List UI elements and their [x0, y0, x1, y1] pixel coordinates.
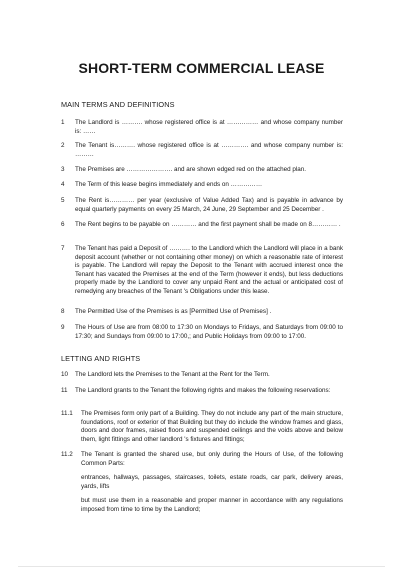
clause-9 [61, 324, 343, 341]
clause-text: The Premises form only part of a Building. They do not include any part of the main structure, foundations, roof or exterior of that Building but they do include the window frames and glass, doors and door frames, raised floors and suspended ceilings and the voids above and below them, light fittings and other landlord 's fixtures and fittings; [81, 410, 343, 443]
clause-text: The Tenant is granted the shared use, but only during the Hours of Use, of the following Common Parts: [81, 451, 343, 467]
clause-text: The Rent is………… per year (exclusive of Value Added Tax) and is payable in advance by equal quarterly payments on every 25 March, 24 June, 29 September and 25 December . [75, 197, 343, 213]
clause-5 [61, 197, 343, 214]
document-title: SHORT-TERM COMMERCIAL LEASE [78, 60, 325, 76]
section-heading-letting-rights: LETTING AND RIGHTS [61, 354, 141, 363]
clause-text: The Landlord is ………. whose registered office is at …………… and whose company number is: …… [75, 119, 343, 135]
clause-number: 8 [61, 308, 65, 315]
clause-number: 7 [61, 245, 65, 252]
clause-8 [61, 308, 343, 317]
clause-number: 5 [61, 197, 65, 204]
closing-text: but must use them in a reasonable and proper manner in accordance with any regulations imposed from time to time by the Landlord; [81, 497, 343, 513]
clause-1 [61, 119, 343, 136]
clause-text: The Term of this lease begins immediately and ends on …………… [75, 181, 263, 188]
clause-text: The Landlord grants to the Tenant the following rights and makes the following reservations: [75, 387, 331, 394]
section-heading-main-terms: MAIN TERMS AND DEFINITIONS [61, 100, 175, 109]
clause-number: 9 [61, 324, 65, 331]
clause-text: The Tenant is………. whose registered office is at …………. and whose company number is: ……… [75, 142, 343, 158]
clause-number: 11.2 [61, 451, 73, 458]
clause-7 [61, 245, 343, 297]
clause-number: 1 [61, 119, 65, 126]
clause-number: 11.1 [61, 410, 73, 417]
clause-2 [61, 142, 343, 159]
clause-text: The Rent begins to be payable on ………… and the first payment shall be made on 8………… . [75, 221, 341, 228]
clause-11-2 [61, 451, 343, 468]
clause-text: The Premises are …………………. and are shown edged red on the attached plan. [75, 166, 307, 173]
clause-4 [61, 181, 343, 190]
clause-text: The Permitted Use of the Premises is as [Permitted Use of Premises] . [75, 308, 272, 315]
clause-number: 11 [61, 387, 68, 394]
common-parts-list: entrances, hallways, passages, staircases, toilets, estate roads, car park, delivery areas, yards, lifts [81, 474, 343, 490]
clause-10 [61, 371, 343, 380]
clause-6 [61, 221, 343, 230]
clause-number: 10 [61, 371, 69, 378]
clause-number: 3 [61, 166, 65, 173]
clause-number: 4 [61, 181, 65, 188]
clause-11 [61, 387, 343, 396]
clause-text: The Landlord lets the Premises to the Tenant at the Rent for the Term. [75, 371, 270, 378]
clause-number: 6 [61, 221, 65, 228]
clause-text: The Hours of Use are from 08:00 to 17:30 on Mondays to Fridays, and Saturdays from 09:00 to 17:30; and Sundays from 09:00 to 17:00,; and Public Holidays from 09:00 to 17:00. [75, 324, 343, 340]
clause-11-1 [61, 410, 343, 444]
clause-number: 2 [61, 142, 65, 149]
page-bottom-rule [18, 566, 385, 567]
clause-text: The Tenant has paid a Deposit of ………. to the Landlord which the Landlord will place in a bank deposit account (whether or not containing other money) on which a reasonable rate of interest is payable. The Landlord will repay the Deposit to the Tenant with accrued interest once the Tenant has vacated the Premises at the end of the Term (however it ends), but less deductions properly made by the Landlord to cover any unpaid Rent and the actual or anticipated cost of remedying any breaches of the Tenant 's Obligations under this lease. [75, 245, 343, 295]
clause-3 [61, 166, 343, 175]
